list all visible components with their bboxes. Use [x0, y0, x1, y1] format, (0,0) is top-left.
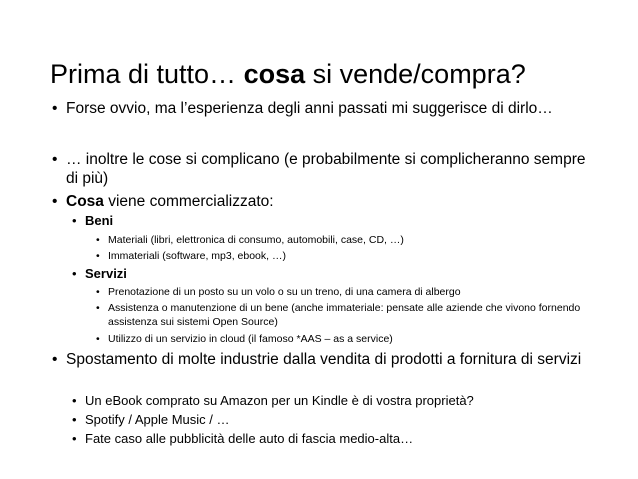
sub-sub-bullet-text: Immateriali (software, mp3, ebook, …): [108, 250, 286, 262]
bullet-marker: •: [72, 393, 77, 408]
sub-bullet-item: [72, 392, 592, 409]
bullet-text: Spostamento di molte industrie dalla vendita di prodotti a fornitura di servizi: [66, 351, 582, 368]
sub-bullet-item: [72, 212, 592, 229]
title-text-start: Prima di tutto…: [50, 59, 244, 89]
bullet-marker: •: [52, 193, 58, 210]
sub-sub-bullet-item: [96, 285, 586, 299]
bullet-marker: •: [72, 266, 77, 281]
bullet-marker: •: [96, 302, 100, 314]
bullet-text-rest: viene commercializzato:: [103, 193, 274, 210]
sub-bullet-text: Un eBook comprato su Amazon per un Kindle è di vostra proprietà?: [85, 393, 474, 408]
sub-sub-bullet-text: Utilizzo di un servizio in cloud (il famoso *AAS – as a service): [108, 333, 393, 345]
sub-sub-bullet-text: Prenotazione di un posto su un volo o su un treno, di una camera di albergo: [108, 286, 461, 298]
bullet-item: [52, 192, 592, 211]
bullet-text: Forse ovvio, ma l’esperienza degli anni passati mi suggerisce di dirlo…: [66, 100, 553, 117]
bullet-marker: •: [52, 151, 58, 168]
slide-title: [50, 57, 526, 91]
bullet-marker: •: [72, 431, 77, 446]
sub-sub-bullet-text: Assistenza o manutenzione di un bene (anche immateriale: pensate alle aziende che vivono fornendo assistenza sui sistemi Open Source): [108, 302, 581, 328]
sub-bullet-text-bold: Beni: [85, 213, 114, 228]
bullet-item: [52, 350, 592, 369]
bullet-marker: •: [72, 412, 77, 427]
sub-bullet-item: [72, 265, 592, 282]
title-text-bold: cosa: [243, 59, 306, 89]
bullet-marker: •: [52, 100, 58, 117]
title-text-end: si vende/compra?: [305, 59, 526, 89]
sub-sub-bullet-item: [96, 301, 586, 329]
sub-bullet-text: Spotify / Apple Music / …: [85, 412, 230, 427]
bullet-text: [52, 192, 592, 211]
bullet-marker: •: [96, 333, 100, 345]
sub-sub-bullet-item: [96, 249, 586, 263]
sub-sub-bullet-item: [96, 233, 586, 247]
bullet-marker: •: [52, 351, 58, 368]
bullet-marker: •: [72, 213, 77, 228]
bullet-marker: •: [96, 250, 100, 262]
bullet-text-bold: Cosa: [66, 193, 104, 210]
sub-bullet-item: [72, 430, 592, 447]
bullet-marker: •: [96, 234, 100, 246]
bullet-marker: •: [96, 286, 100, 298]
sub-sub-bullet-item: [96, 332, 586, 346]
sub-sub-bullet-text: Materiali (libri, elettronica di consumo, automobili, case, CD, …): [108, 234, 404, 246]
bullet-item: [52, 99, 592, 118]
sub-bullet-text-bold: Servizi: [85, 266, 127, 281]
sub-bullet-text: Fate caso alle pubblicità delle auto di fascia medio-alta…: [85, 431, 414, 446]
bullet-item: [52, 150, 592, 188]
bullet-text: … inoltre le cose si complicano (e probabilmente si complicheranno sempre di più): [66, 151, 586, 187]
sub-bullet-item: [72, 411, 592, 428]
